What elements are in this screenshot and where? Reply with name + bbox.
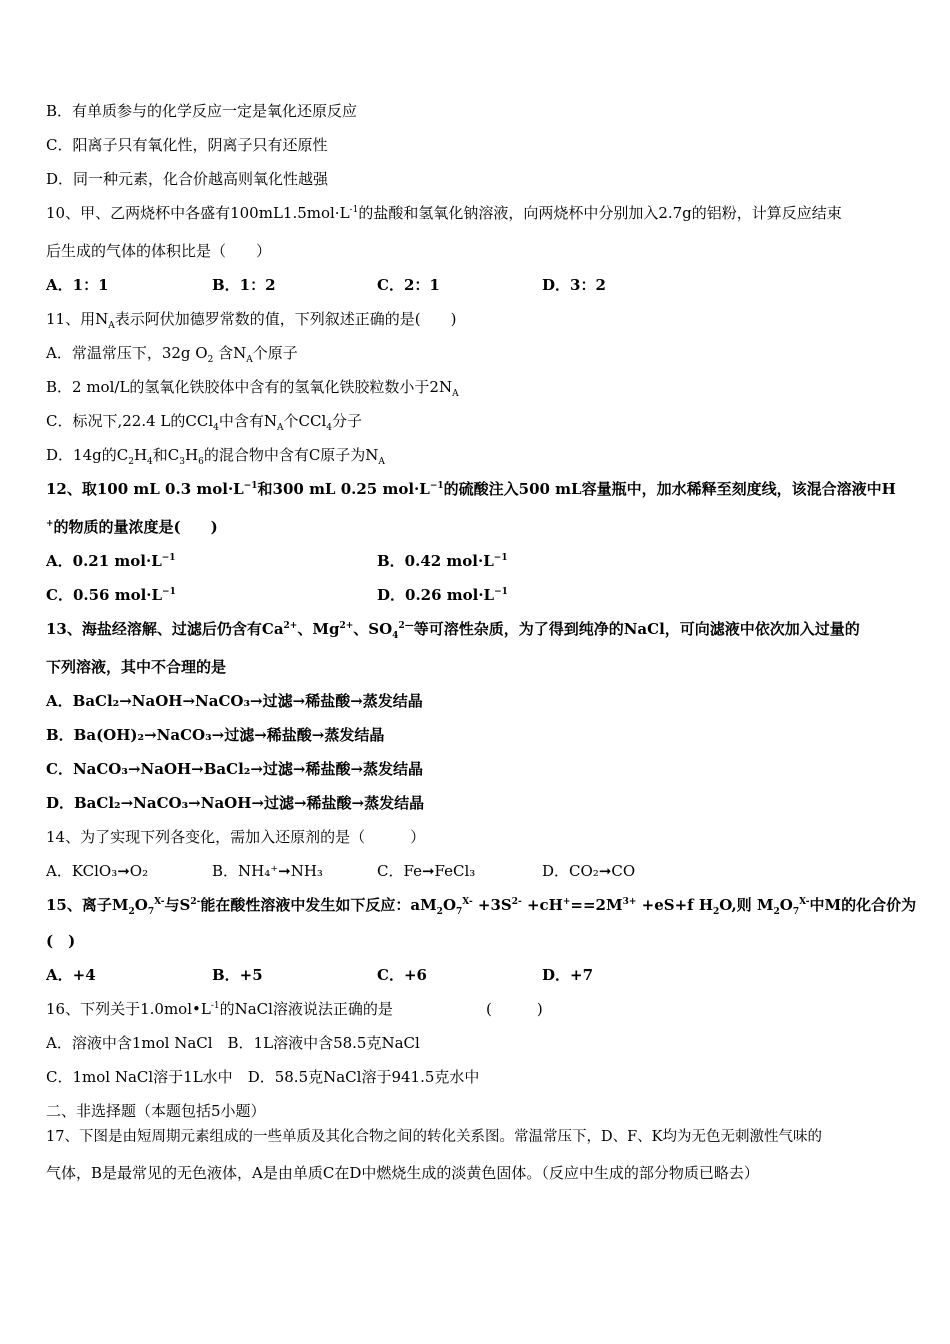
q14-option-a: A．KClO₃➞O₂ <box>46 862 149 880</box>
q12-option-b: B．0.42 $mol\cdot L^{-1}$ <box>377 552 508 570</box>
q12-stem-line1: 12、取100 mL 0.3 $mol\cdot L^{-1}$和300 mL 0.25 $mol\cdot L^{-1}$的硫酸注入500 mL容量瓶中，加水稀释至刻度线，该混合溶液中H <box>46 480 896 498</box>
q12-option-a: A．0.21 $mol\cdot L^{-1}$ <box>46 552 176 570</box>
q10-option-c: C．2：1 <box>377 276 440 294</box>
q17-stem-line1: 17、下图是由短周期元素组成的一些单质及其化合物之间的转化关系图。常温常压下，D、F、K均为无色无刺激性气味的 <box>46 1129 822 1145</box>
q15-options <box>46 964 910 986</box>
q12-stem-line2: +的物质的量浓度是( ) <box>46 518 218 536</box>
q16-answer-paren: ( ) <box>486 1000 543 1018</box>
q11-option-d: D．14g的$C_2H_4$和$C_3H_6$的混合物中含有C原子为$N_A$ <box>46 446 385 467</box>
q15-stem-line2: ( ) <box>46 932 76 950</box>
q14-stem: 14、为了实现下列各变化，需加入还原剂的是（ ） <box>46 828 426 846</box>
q13-stem-line1: 13、海盐经溶解、过滤后仍含有$Ca^{2+}$、$Mg^{2+}$、$SO_4^{2—}$等可溶性杂质，为了得到纯净的NaCl，可向滤液中依次加入过量的 <box>46 620 860 641</box>
q12-option-c: C．0.56 $mol\cdot L^{-1}$ <box>46 586 176 604</box>
q13-option-a: A．BaCl₂→NaOH→NaCO₃→过滤→稀盐酸→蒸发结晶 <box>46 692 423 710</box>
q10-option-a: A．1：1 <box>46 276 109 294</box>
q10-option-d: D．3：2 <box>542 276 606 294</box>
q13-option-d: D．BaCl₂→NaCO₃→NaOH→过滤→稀盐酸→蒸发结晶 <box>46 794 425 812</box>
q12-option-d: D．0.26 $mol\cdot L^{-1}$ <box>377 586 508 604</box>
q12-options-ab <box>46 550 910 572</box>
q13-stem-line2: 下列溶液，其中不合理的是 <box>46 658 227 676</box>
q16-stem: 16、下列关于$1.0mol•L^{-1}$的NaCl溶液说法正确的是 ( ) <box>46 1000 543 1018</box>
q15-option-d: D．+7 <box>542 966 594 984</box>
q16-options-cd: C．1mol NaCl溶于1L水中 D．58.5克NaCl溶于941.5克水中 <box>46 1068 480 1086</box>
q15-stem-line1: 15、离子$M_2O_7^{X-}$与$S^{2-}$能在酸性溶液中发生如下反应：$aM_2O_7^{X-} +3S^{2-} +cH^+==2M^{3+} +eS+f$ $H_2O$,则 $M_2O_7^{X-}$中M的化合价为 <box>46 896 917 917</box>
q10-stem-line2: 后生成的气体的体积比是（ ） <box>46 242 272 260</box>
q15-option-b: B．+5 <box>212 966 263 984</box>
q15-option-a: A．+4 <box>46 966 96 984</box>
q10-options <box>46 274 910 296</box>
q17-stem-line2: 气体，B是最常见的无色液体，A是由单质C在D中燃烧生成的淡黄色固体。（反应中生成的部分物质已略去） <box>46 1164 759 1182</box>
q11-option-b: B．2 mol/L的氢氧化铁胶体中含有的氢氧化铁胶粒数小于$2N_A$ <box>46 378 459 399</box>
q12-options-cd <box>46 584 910 606</box>
q15-option-c: C．+6 <box>377 966 427 984</box>
section-heading: 二、非选择题（本题包括5小题） <box>46 1102 266 1120</box>
q13-option-b: B．Ba(OH)₂→NaCO₃→过滤→稀盐酸→蒸发结晶 <box>46 726 385 744</box>
q16-options-ab: A．溶液中含1mol NaCl B．1L溶液中含58.5克NaCl <box>46 1034 420 1052</box>
q13-option-c: C．NaCO₃→NaOH→BaCl₂→过滤→稀盐酸→蒸发结晶 <box>46 760 424 778</box>
q11-option-a: A．常温常压下，32g $O_2$ 含$N_A$个原子 <box>46 344 298 365</box>
q10-option-b: B．1：2 <box>212 276 276 294</box>
q11-stem: 11、用$N_A$表示阿伏加德罗常数的值，下列叙述正确的是( ) <box>46 310 457 331</box>
q14-option-c: C．Fe➞FeCl₃ <box>377 862 476 880</box>
q14-option-d: D．CO₂➞CO <box>542 862 636 880</box>
q9-option-d: D．同一种元素，化合价越高则氧化性越强 <box>46 170 329 188</box>
q9-option-b: B．有单质参与的化学反应一定是氧化还原反应 <box>46 102 358 120</box>
q14-option-b: B．NH₄⁺➞NH₃ <box>212 862 323 880</box>
q9-option-c: C．阳离子只有氧化性，阴离子只有还原性 <box>46 136 328 154</box>
q11-option-c: C．标况下,22.4 L的CCl$_4$中含有$N_A$个CCl$_4$分子 <box>46 412 363 433</box>
q10-stem-line1: 10、甲、乙两烧杯中各盛有$100mL1.5mol\cdot L^{-1}$的盐酸和氢氧化钠溶液，向两烧杯中分别加入2.7g的铝粉，计算反应结束 <box>46 204 842 222</box>
q14-options <box>46 860 910 882</box>
